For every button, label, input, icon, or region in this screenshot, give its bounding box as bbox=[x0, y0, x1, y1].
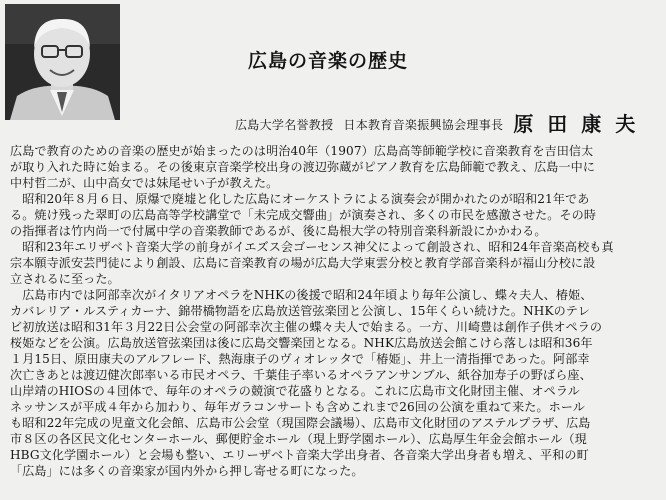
page-title: 広島の音楽の歴史 bbox=[248, 50, 409, 72]
body-line: が取り入れた時に始まる。その後東京音楽学校出身の渡辺弥蔵がピアノ教育を広島師範で教え、広島一中に bbox=[10, 160, 596, 174]
author-affiliation-2: 日本教育音楽振興協会理事長 bbox=[343, 118, 504, 132]
author-line bbox=[235, 108, 649, 137]
author-affiliation-1: 広島大学名誉教授 bbox=[235, 118, 334, 132]
body-line: 次亡きあとは渡辺健次郎率いる市民オペラ、千葉佳子率いるオペラアンサンブル、紙谷加寿子の野ばら座、 bbox=[10, 368, 592, 382]
body-line: 広島で教育のための音楽の歴史が始まったのは明治40年（1907）広島高等師範学校に音楽教育を吉田信太 bbox=[10, 144, 594, 158]
author-name: 原田康夫 bbox=[513, 112, 650, 136]
author-photo bbox=[5, 4, 120, 120]
body-line: ビ初放送は昭和31年３月22日公会堂の阿部幸次主催の蝶々夫人で始まる。一方、川崎豊は創作子供オペラの bbox=[10, 320, 603, 334]
author-portrait-icon bbox=[5, 4, 120, 120]
body-line: 広島市内では阿部幸次がイタリアオペラをNHKの後援で昭和24年頃より毎年公演し、蝶々夫人、椿姫、 bbox=[10, 288, 593, 302]
body-line: ネッサンスが平成４年から加わり、毎年ガラコンサートも含めこれまで26回の公演を重ねて来た。ホール bbox=[10, 400, 585, 414]
body-line: る。焼け残った翠町の広島高等学校講堂で「未完成交響曲」が演奏され、多くの市民を感激させた。その時 bbox=[10, 208, 597, 222]
body-line: カバレリア・ルスティカーナ、錦帯橋物語を広島放送管弦楽団と公演し、15年くらい続けた。NHKのテレ bbox=[10, 304, 590, 318]
article-body bbox=[10, 143, 658, 479]
body-line: 昭和23年エリザベト音楽大学の前身がイエズス会ゴーセンス神父によって創設され、昭和24年音楽高校も真 bbox=[10, 240, 614, 254]
body-line: 中村哲二が、山中高女では妹尾せい子が教えた。 bbox=[10, 176, 279, 190]
body-line: 「広島」には多くの音楽家が国内外から押し寄せる町になった。 bbox=[10, 464, 364, 478]
body-line: １月15日、原田康夫のアルフレード、熱海康子のヴィオレッタで「椿姫」、井上一清指揮であった。阿部幸 bbox=[10, 352, 590, 366]
body-line: 宗本願寺派安芸門徒により創設、広島に音楽教育の場が広島大学東雲分校と教育学部音楽科が福山分校に設 bbox=[10, 256, 596, 270]
body-line: 山岸靖のHIOSの４団体で、毎年のオペラの競演で花盛りとなる。これに広島市文化財団主催、オペラル bbox=[10, 384, 580, 398]
body-line: 市８区の各区民文化センターホール、郵便貯金ホール（現上野学園ホール）、広島厚生年金会館ホール（現 bbox=[10, 432, 587, 446]
body-line: HBG文化学園ホール）と会場も整い、エリーザベト音楽大学出身者、各音楽大学出身者も増え、平和の町 bbox=[10, 448, 589, 462]
body-line: 桜姫などを公演。広島放送管弦楽団は後に広島交響楽団となる。NHK広島放送会館こけら落しは昭和36年 bbox=[10, 336, 593, 350]
body-line: の指揮者は竹内尚一で付属中学の音楽教師であるが、後に島根大学の特別音楽科新設にかかわる。 bbox=[10, 224, 547, 238]
body-line: も昭和22年完成の児童文化会館、広島市公会堂（現国際会議場）、広島市文化財団のアステルプラザ、広島 bbox=[10, 416, 591, 430]
body-line: 昭和20年８月６日、原爆で廃墟と化した広島にオーケストラによる演奏会が開かれたのが昭和21年であ bbox=[10, 192, 590, 206]
body-line: 立されるに至った。 bbox=[10, 272, 120, 286]
